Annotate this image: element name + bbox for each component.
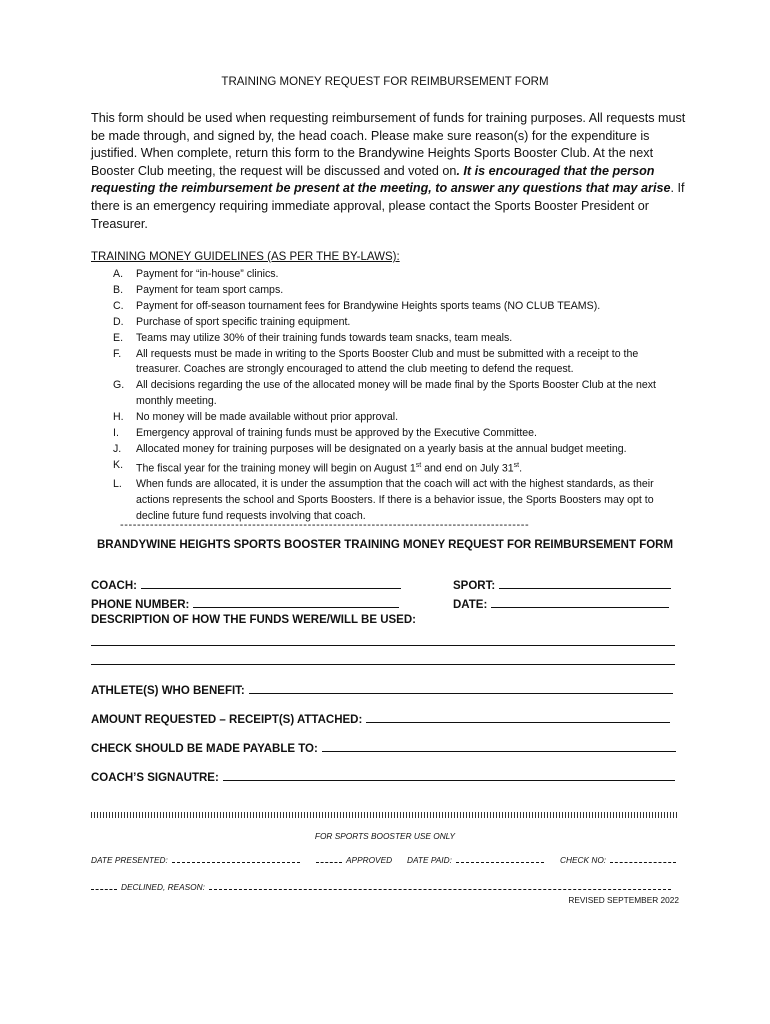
guidelines-list — [91, 267, 681, 525]
date-label: DATE: — [453, 599, 488, 611]
coach-label: COACH: — [91, 580, 137, 592]
guideline-letter: I. — [113, 427, 119, 440]
guideline-text: All requests must be made in writing to the Sports Booster Club and must be submitted with a receipt to the treasurer. Coaches are strongly encouraged to attend the club meeting to defend the request. — [136, 347, 639, 376]
intro-paragraph — [91, 110, 691, 233]
date-presented-line[interactable] — [172, 854, 300, 863]
coach-field[interactable] — [91, 577, 401, 592]
guideline-letter: E. — [113, 331, 124, 344]
athletes-field[interactable] — [91, 682, 673, 697]
guideline-letter: L. — [113, 478, 122, 491]
guideline-letter: B. — [113, 283, 124, 296]
amount-field[interactable] — [91, 711, 670, 726]
guideline-item — [91, 477, 681, 525]
guideline-text: The fiscal year for the training money will begin on August 1st and end on July 31st. — [136, 461, 523, 475]
declined-reason-line[interactable] — [209, 881, 671, 890]
office-use-heading: FOR SPORTS BOOSTER USE ONLY — [314, 831, 456, 841]
guideline-item — [91, 410, 681, 426]
guideline-letter: G. — [113, 379, 125, 392]
guideline-letter: H. — [113, 411, 124, 424]
guideline-text: Emergency approval of training funds must be approved by the Executive Committee. — [136, 427, 538, 440]
phone-field[interactable] — [91, 596, 399, 611]
description-label: DESCRIPTION OF HOW THE FUNDS WERE/WILL BE USED: — [91, 614, 416, 626]
declined-label: DECLINED, REASON: — [121, 882, 205, 892]
separator-line: ------------------------------------------------------------------------------------------------ — [120, 519, 530, 531]
date-paid-field[interactable] — [407, 854, 544, 865]
form-heading: TRAINING MONEY REQUEST FOR REIMBURSEMENT FORM — [221, 76, 549, 88]
guideline-item — [91, 331, 681, 347]
guideline-item — [91, 347, 681, 379]
check-no-label: CHECK NO: — [560, 855, 607, 865]
check-no-line[interactable] — [610, 854, 676, 863]
approved-line[interactable] — [316, 854, 342, 863]
guideline-item — [91, 426, 681, 442]
description-line-1[interactable] — [91, 645, 675, 646]
guideline-text: Allocated money for training purposes will be designated on a yearly basis at the annual budget meeting. — [136, 442, 627, 455]
payable-input-line[interactable] — [322, 740, 676, 752]
signature-input-line[interactable] — [223, 769, 675, 781]
intro-text-end: . If there is an emergency requiring immediate approval, please contact the Sports Booster President or Treasurer. — [91, 181, 685, 231]
request-form-title: BRANDYWINE HEIGHTS SPORTS BOOSTER TRAINING MONEY REQUEST FOR REIMBURSEMENT FORM — [96, 539, 674, 551]
guideline-item — [91, 267, 681, 283]
guideline-text: Payment for off-season tournament fees for Brandywine Heights sports teams (NO CLUB TEAMS). — [136, 299, 601, 312]
sport-field[interactable] — [453, 577, 671, 592]
guideline-item — [91, 283, 681, 299]
revision-note: REVISED SEPTEMBER 2022 — [568, 895, 679, 905]
guideline-item — [91, 315, 681, 331]
date-paid-label: DATE PAID: — [407, 855, 452, 865]
date-input-line[interactable] — [491, 596, 669, 608]
intro-text: This form should be used when requesting reimbursement of funds for training purposes. All requests must be made through, and signed by, the head coach. Please make sure reason(s) for the expenditure is justified. When complete, return this form to the Brandywine Heights Sports Booster Club. At the next Booster Club meeting, the request will be discussed and voted on — [91, 111, 686, 178]
guideline-text: Purchase of sport specific training equipment. — [136, 315, 351, 328]
guideline-item — [91, 378, 681, 410]
amount-input-line[interactable] — [366, 711, 670, 723]
phone-input-line[interactable] — [193, 596, 399, 608]
guideline-letter: A. — [113, 268, 124, 280]
sport-input-line[interactable] — [499, 577, 671, 589]
payable-field[interactable] — [91, 740, 676, 755]
signature-field[interactable] — [91, 769, 675, 784]
guideline-letter: D. — [113, 315, 124, 328]
guideline-item — [91, 299, 681, 315]
guideline-text: Payment for team sport camps. — [136, 283, 284, 296]
guideline-text: When funds are allocated, it is under the assumption that the coach will act with the highest standards, as their actions represents the school and Sports Boosters. If there is a behavior issue, the Sports Boosters may opt to decline future fund requests involving that coach. — [136, 478, 654, 523]
divider-rule — [91, 812, 679, 818]
check-no-field[interactable] — [560, 854, 676, 865]
guideline-letter: C. — [113, 299, 124, 312]
approved-field[interactable] — [316, 854, 392, 865]
guideline-text: No money will be made available without prior approval. — [136, 411, 399, 424]
approved-label: APPROVED — [346, 855, 393, 865]
intro-emphasis: . It is encouraged that the person requesting the reimbursement be present at the meeting, to answer any questions that may arise — [91, 163, 671, 196]
date-field[interactable] — [453, 596, 669, 611]
date-paid-line[interactable] — [456, 854, 544, 863]
guideline-letter: K. — [113, 458, 124, 471]
guideline-item — [91, 442, 681, 458]
guideline-letter: F. — [113, 347, 122, 360]
phone-label: PHONE NUMBER: — [91, 599, 190, 611]
athletes-label: ATHLETE(S) WHO BENEFIT: — [91, 685, 245, 697]
guideline-letter: J. — [113, 442, 122, 455]
guideline-item — [91, 458, 681, 477]
description-line-2[interactable] — [91, 664, 675, 665]
declined-line[interactable] — [91, 881, 117, 890]
amount-label: AMOUNT REQUESTED – RECEIPT(S) ATTACHED: — [91, 714, 363, 726]
guideline-text: Payment for “in-house” clinics. — [136, 268, 279, 280]
sport-label: SPORT: — [453, 580, 496, 592]
payable-label: CHECK SHOULD BE MADE PAYABLE TO: — [91, 743, 318, 755]
date-presented-label: DATE PRESENTED: — [91, 855, 168, 865]
coach-input-line[interactable] — [141, 577, 401, 589]
declined-field[interactable] — [91, 881, 671, 892]
guideline-text: All decisions regarding the use of the allocated money will be made final by the Sports Booster Club at the next monthly meeting. — [136, 379, 656, 408]
date-presented-field[interactable] — [91, 854, 300, 865]
signature-label: COACH’S SIGNAUTRE: — [91, 772, 219, 784]
athletes-input-line[interactable] — [249, 682, 673, 694]
guidelines-heading: TRAINING MONEY GUIDELINES (AS PER THE BY-LAWS): — [91, 251, 400, 263]
guideline-text: Teams may utilize 30% of their training funds towards team snacks, team meals. — [136, 331, 513, 344]
